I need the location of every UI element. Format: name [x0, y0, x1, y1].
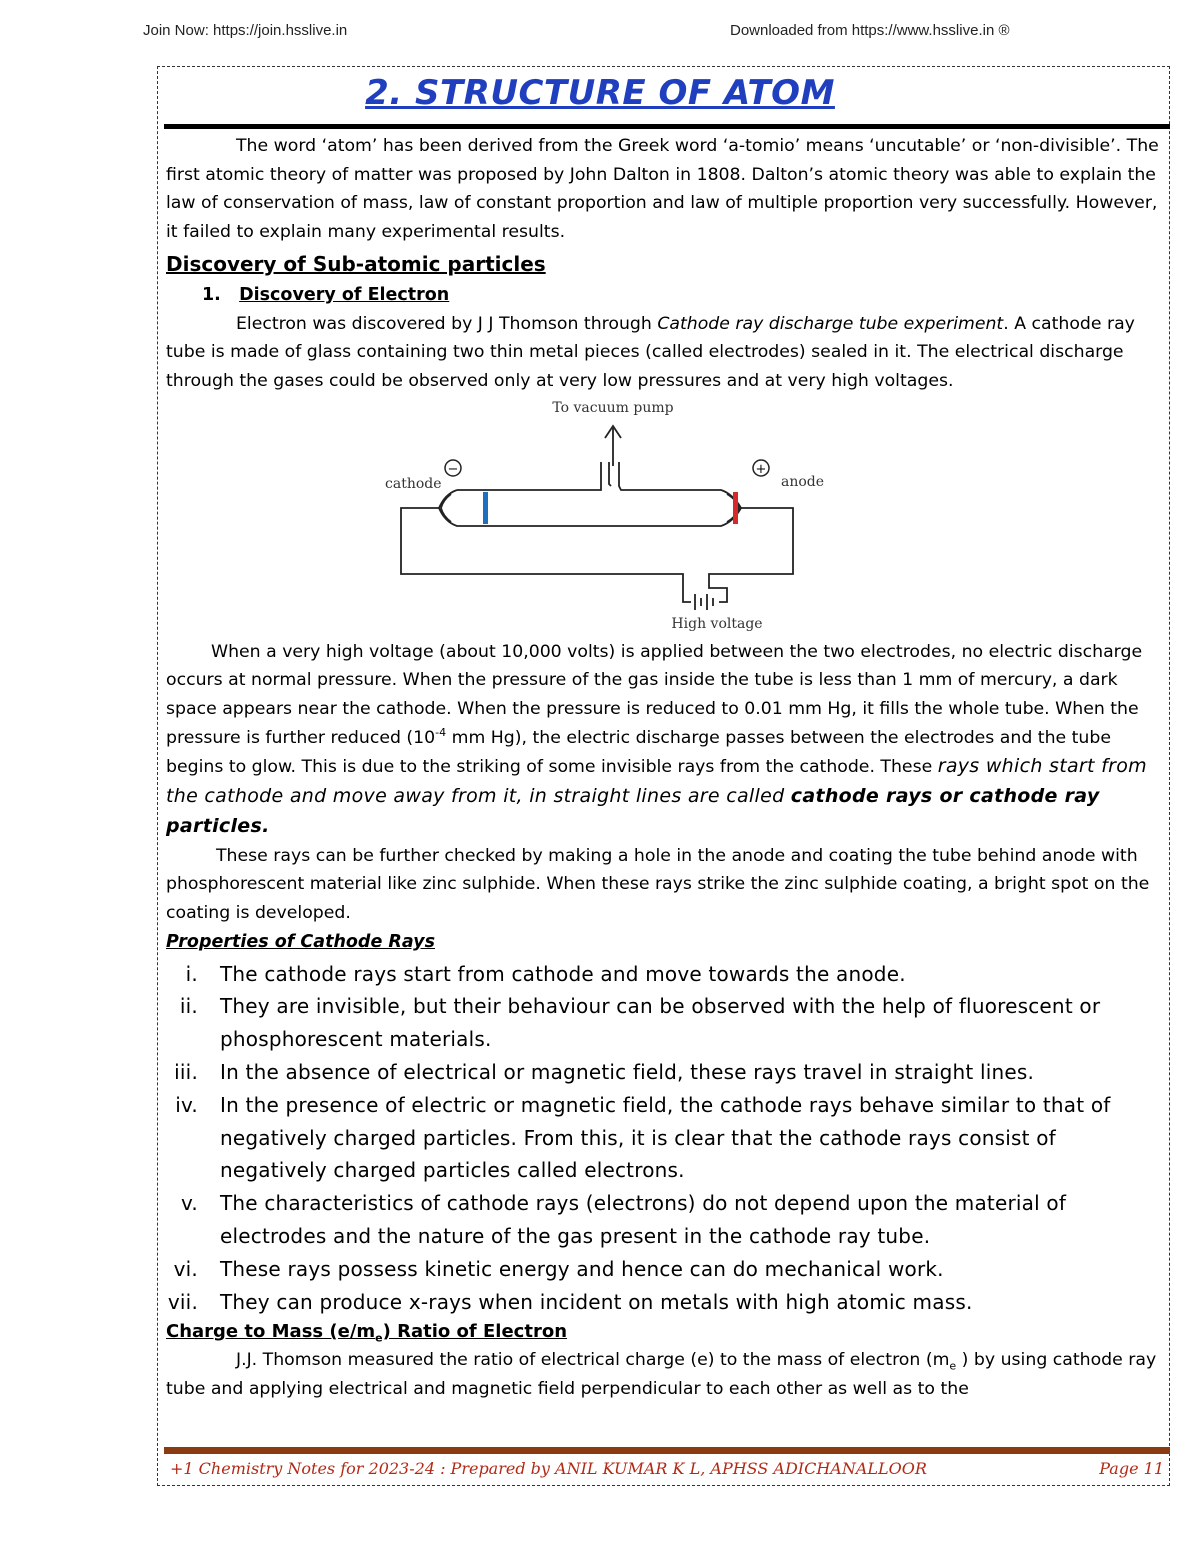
tube-right: [619, 462, 741, 526]
property-item: [166, 1187, 1166, 1253]
charge-mass-paragraph: [166, 1346, 1166, 1403]
tube-left-glass: [441, 494, 451, 522]
property-number: vi.: [173, 1256, 198, 1281]
property-text: The characteristics of cathode rays (electrons) do not depend upon the material of electrodes and the nature of the gas present in the cathode ray tube.: [220, 1191, 1067, 1249]
label-vacuum-pump: To vacuum pump: [552, 399, 674, 416]
property-text: These rays possess kinetic energy and hence can do mechanical work.: [220, 1256, 944, 1281]
property-item: [166, 1089, 1166, 1187]
footer-divider: [164, 1447, 1170, 1454]
property-text: They are invisible, but their behaviour can be observed with the help of fluorescent or phosphorescent materials.: [220, 994, 1101, 1052]
charge-mass-heading-end: ) Ratio of Electron: [382, 1321, 568, 1343]
battery-icon: [695, 594, 713, 610]
property-item: [166, 990, 1166, 1056]
property-item: [166, 958, 1166, 991]
property-item: [166, 1253, 1166, 1286]
charge-mass-text: J.J. Thomson measured the ratio of electrical charge (e) to the mass of electron (m: [236, 1350, 950, 1371]
intro-paragraph: The word ‘atom’ has been derived from the Greek word ‘a-tomio’ means ‘uncutable’ or ‘non-divisible’. The first atomic theory of matter was proposed by John Dalton in 1808. Dalton’s atomic theory was able to explain the law of conservation of mass, law of constant proportion and law of multiple proportion very successfully. However, it failed to explain many experimental results.: [166, 136, 1159, 243]
tube-svg: [381, 396, 941, 638]
property-number: ii.: [179, 994, 198, 1019]
label-anode: anode: [781, 473, 825, 490]
definition-end: .: [262, 814, 270, 837]
properties-list: [166, 958, 1166, 1319]
discharge-paragraph: [166, 638, 1166, 842]
cathode-electrode: [483, 492, 488, 524]
zinc-sulphide-paragraph: These rays can be further checked by making a hole in the anode and coating the tube behind anode with phosphorescent material like zinc sulphide. When these rays strike the zinc sulphide coating, a bright spot on the coating is developed.: [166, 845, 1150, 923]
discharge-text-mid: mm Hg), the electric discharge passes between the electrodes and the tube begins to glow. This is due to the striking of some invisible rays from the cathode. These: [166, 727, 1111, 778]
circuit-wire-right: [709, 508, 793, 602]
electron-text-end: . A cathode ray tube is made of glass containing two thin metal pieces (called electrodes) sealed in it. The electrical discharge through the gases could be observed only at very low pressures and at very high voltages.: [166, 313, 1135, 391]
title-divider: [164, 124, 1170, 129]
negative-sign: −: [447, 461, 459, 477]
cathode-ray-definition: rays which start from the cathode and move away from it, in straight lines are called: [166, 755, 1147, 808]
property-number: iii.: [174, 1060, 198, 1085]
label-cathode: cathode: [385, 475, 442, 492]
charge-mass-heading: [166, 1318, 1166, 1346]
page-content: [166, 132, 1166, 1404]
tube-left-lower: [439, 490, 651, 526]
discharge-text: When a very high voltage (about 10,000 volts) is applied between the two electrodes, no electric discharge occurs at normal pressure. When the pressure of the gas inside the tube is less than 1 mm of mercury, a dark space appears near the cathode. When the pressure is reduced to 0.01 mm Hg, it fills the whole tube. When the pressure is further reduced (10: [166, 641, 1143, 748]
property-text: They can produce x-rays when incident on metals with high atomic mass.: [220, 1289, 973, 1314]
subsection-number: 1.: [202, 284, 221, 305]
property-text: In the absence of electrical or magnetic field, these rays travel in straight lines.: [220, 1060, 1035, 1085]
subsection-title: Discovery of Electron: [239, 284, 450, 305]
cathode-ray-tube-diagram: [166, 396, 1166, 638]
cathode-ray-term: cathode rays or cathode ray particles: [166, 785, 1100, 837]
pressure-exponent: -4: [435, 725, 447, 739]
charge-mass-sub: e: [949, 1359, 957, 1373]
property-text: In the presence of electric or magnetic field, the cathode rays behave similar to that of negatively charged particles. From this, it is clear that the cathode rays consist of negatively charged particles called electrons.: [220, 1092, 1111, 1183]
charge-mass-text-end: ) by using cathode ray tube and applying electrical and magnetic field perpendicular to each other as well as to the: [166, 1350, 1157, 1400]
property-number: v.: [180, 1191, 198, 1216]
tube-left-upper: [457, 462, 601, 490]
property-item: [166, 1056, 1166, 1089]
property-number: i.: [185, 961, 198, 986]
property-number: vii.: [167, 1289, 198, 1314]
page-header: [0, 22, 1200, 44]
section-heading: Discovery of Sub-atomic particles: [166, 251, 546, 276]
page-footer: [170, 1459, 1164, 1483]
circuit-wire-left: [401, 508, 691, 602]
property-number: iv.: [175, 1092, 198, 1117]
charge-mass-heading-start: Charge to Mass (e/m: [166, 1321, 376, 1343]
charge-mass-heading-sub: e: [375, 1332, 383, 1346]
positive-sign: +: [755, 461, 767, 477]
footer-credit: +1 Chemistry Notes for 2023-24 : Prepared by ANIL KUMAR K L, APHSS ADICHANALLOOR: [170, 1459, 927, 1478]
subsection-heading: [166, 281, 1166, 310]
pump-stem-left: [609, 462, 611, 486]
property-text: The cathode rays start from cathode and move towards the anode.: [220, 961, 906, 986]
chapter-title: 2. STRUCTURE OF ATOM: [365, 73, 835, 113]
electron-paragraph: [166, 310, 1166, 396]
header-download-source[interactable]: Downloaded from https://www.hsslive.in ®: [730, 22, 1010, 39]
anode-electrode: [733, 492, 738, 524]
property-item: [166, 1286, 1166, 1319]
label-high-voltage: High voltage: [671, 615, 763, 632]
electron-text-start: Electron was discovered by J J Thomson through: [236, 313, 658, 334]
experiment-name: Cathode ray discharge tube experiment: [657, 313, 1004, 334]
page-number: Page 11: [1099, 1459, 1164, 1478]
header-join-link[interactable]: Join Now: https://join.hsslive.in: [143, 22, 348, 39]
properties-heading: Properties of Cathode Rays: [166, 931, 435, 952]
